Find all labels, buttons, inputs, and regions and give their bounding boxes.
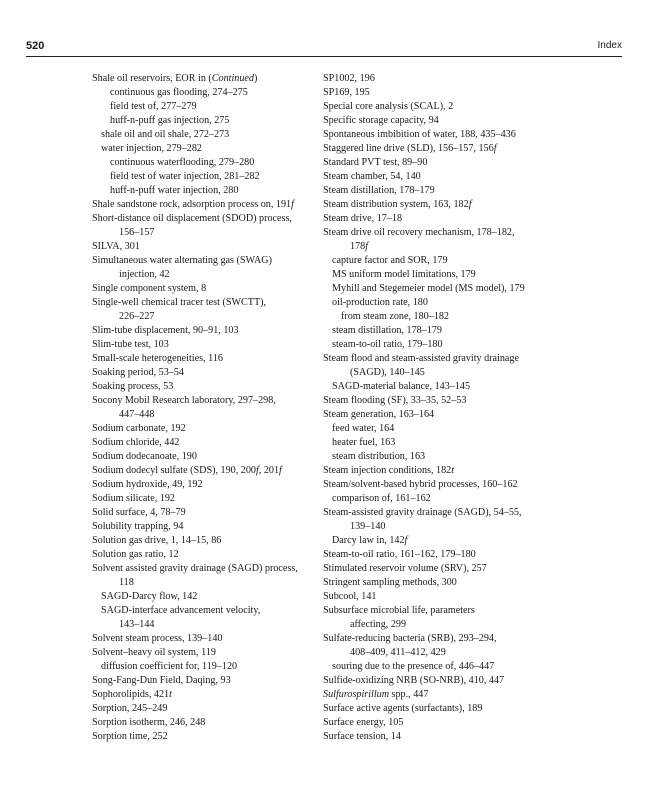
index-entry-text: Sodium dodecyl sulfate (SDS), 190, 200 [92,465,256,476]
index-entry [92,520,312,534]
index-entry [323,170,555,184]
index-entry-italic: f [255,465,259,476]
index-entry-text: Solvent steam process, 139–140 [92,633,223,644]
index-entry-italic: f [493,143,497,154]
index-entry [92,324,312,338]
index-entry-text: Sodium chloride, 442 [92,437,180,448]
index-column-left [92,72,312,744]
index-entry [92,660,312,674]
index-entry-text: Stringent sampling methods, 300 [323,577,457,588]
index-entry-italic: Continued [211,73,254,84]
index-entry-text: Simultaneous water alternating gas (SWAG) [92,255,272,266]
index-entry [92,408,312,422]
index-entry-text: Sophorolipids, 421 [92,689,170,700]
index-entry-text: Steam/solvent-based hybrid processes, 160–162 [323,479,518,490]
index-entry-text: SP169, 195 [323,87,370,98]
index-entry-text: Soaking process, 53 [92,381,174,392]
index-entry [92,548,312,562]
index-entry-text: Steam injection conditions, 182 [323,465,452,476]
index-entry [92,534,312,548]
index-entry-text: 226–227 [119,311,155,322]
index-entry-text: Steam distillation, 178–179 [323,185,435,196]
index-entry-italic: f [279,465,282,476]
index-entry-text: Steam generation, 163–164 [323,409,435,420]
index-entry-text: 178 [350,241,366,252]
index-entry-text: Special core analysis (SCAL), 2 [323,101,454,112]
index-entry-italic: f [404,535,408,546]
index-entry [323,478,555,492]
index-entry-text: Sodium dodecanoate, 190 [92,451,197,462]
index-entry [92,338,312,352]
index-entry [323,506,555,520]
index-entry-text: SILVA, 301 [92,241,140,252]
index-entry [323,548,555,562]
index-entry [323,688,555,702]
index-entry-text: continuous gas flooding, 274–275 [110,87,248,98]
index-entry [323,198,555,212]
index-entry [92,674,312,688]
index-entry-text: Sulfate-reducing bacteria (SRB), 293–294, [323,633,497,644]
index-entry [92,646,312,660]
index-entry-text: Steam drive, 17–18 [323,213,403,224]
index-entry-italic: t [451,465,455,476]
index-entry-text: Sodium hydroxide, 49, 192 [92,479,203,490]
index-entry-text: affecting, 299 [350,619,407,630]
index-entry-text: Sodium carbonate, 192 [92,423,186,434]
index-entry-text: steam-to-oil ratio, 179–180 [332,339,443,350]
index-entry [92,114,312,128]
index-entry [92,618,312,632]
index-entry-italic: Sulfurospirillum [323,689,390,700]
index-entry [92,128,312,142]
index-entry-italic: t [169,689,172,700]
index-entry [92,352,312,366]
index-entry-text: Darcy law in, 142 [332,535,405,546]
index-entry-text: huff-n-puff water injection, 280 [110,185,239,196]
page-header [26,40,622,56]
index-entry-text: injection, 42 [119,269,170,280]
index-entry [323,674,555,688]
index-entry [92,226,312,240]
index-entry [92,590,312,604]
index-entry [323,436,555,450]
index-entry [323,282,555,296]
index-entry [92,380,312,394]
index-entry-text: heater fuel, 163 [332,437,396,448]
index-entry [323,72,555,86]
index-entry [323,408,555,422]
index-entry [323,702,555,716]
index-entry-text: steam distillation, 178–179 [332,325,442,336]
index-entry-text: 139–140 [350,521,386,532]
index-entry [92,422,312,436]
index-entry [92,240,312,254]
index-entry-text: SAGD-interface advancement velocity, [101,605,261,616]
index-entry-text: Subsurface microbial life, parameters [323,605,475,616]
page-number: 520 [26,40,45,52]
index-entry [323,394,555,408]
index-entry-text: ) [253,73,258,84]
index-entry-text: Surface energy, 105 [323,717,404,728]
index-entry-text: Steam-to-oil ratio, 161–162, 179–180 [323,549,476,560]
index-entry-text: Myhill and Stegemeier model (MS model), 179 [332,283,525,294]
index-entry-text: Single component system, 8 [92,283,207,294]
index-entry-text: 156–157 [119,227,155,238]
index-entry-text: huff-n-puff gas injection, 275 [110,115,230,126]
index-entry [92,310,312,324]
index-entry [323,296,555,310]
index-entry [323,590,555,604]
index-entry [323,240,555,254]
index-entry [92,450,312,464]
index-entry-text: Solvent assisted gravity drainage (SAGD) process, [92,563,298,574]
index-entry-text: oil-production rate, 180 [332,297,428,308]
index-entry-text: Sodium silicate, 192 [92,493,175,504]
index-entry [92,170,312,184]
index-entry [323,324,555,338]
index-entry [323,660,555,674]
index-entry [92,632,312,646]
index-entry [323,142,555,156]
index-entry-text: Sulfide-oxidizing NRB (SO-NRB), 410, 447 [323,675,505,686]
index-entry-text: Standard PVT test, 89–90 [323,157,428,168]
index-entry [92,86,312,100]
index-entry [92,604,312,618]
index-entry-text: steam distribution, 163 [332,451,426,462]
index-entry-text: feed water, 164 [332,423,395,434]
index-entry-text: Steam-assisted gravity drainage (SAGD), 54–55, [323,507,522,518]
index-entry [92,212,312,226]
index-entry-text: water injection, 279–282 [101,143,202,154]
index-entry [92,506,312,520]
index-entry-text: Steam distribution system, 163, 182 [323,199,469,210]
index-entry-text: Spontaneous imbibition of water, 188, 435–436 [323,129,516,140]
index-entry-text: Sorption isotherm, 246, 248 [92,717,206,728]
index-entry [92,156,312,170]
index-entry [323,184,555,198]
index-entry [323,618,555,632]
index-entry [92,688,312,702]
index-entry-italic: f [468,199,472,210]
index-entry [92,576,312,590]
index-entry-text: Socony Mobil Research laboratory, 297–298, [92,395,276,406]
index-entry-text: 143–144 [119,619,155,630]
index-entry [323,380,555,394]
index-entry [323,646,555,660]
index-entry-text: Slim-tube test, 103 [92,339,169,350]
header-rule [26,56,622,57]
index-entry [323,576,555,590]
index-entry [323,464,555,478]
index-entry [92,464,312,478]
index-entry-text: SP1002, 196 [323,73,375,84]
index-entry [323,86,555,100]
index-entry-text: Shale sandstone rock, adsorption process on, 191 [92,199,292,210]
index-entry-text: Song-Fang-Dun Field, Daqing, 93 [92,675,231,686]
index-entry [323,128,555,142]
index-entry-text: field test of water injection, 281–282 [110,171,260,182]
index-entry [323,422,555,436]
index-entry-text: Sorption time, 252 [92,731,168,742]
index-entry [323,604,555,618]
index-entry-text: souring due to the presence of, 446–447 [332,661,495,672]
index-column-right [323,72,555,744]
index-entry-text: Sorption, 245–249 [92,703,168,714]
index-entry-text: Solvent–heavy oil system, 119 [92,647,216,658]
index-entry-text: Solution gas ratio, 12 [92,549,179,560]
index-entry [92,268,312,282]
index-entry [92,492,312,506]
index-entry-text: Shale oil reservoirs, EOR in ( [92,73,212,84]
index-entry-text: spp., 447 [389,689,429,700]
index-entry-text: 447–448 [119,409,155,420]
index-entry [323,100,555,114]
index-entry-text: Stimulated reservoir volume (SRV), 257 [323,563,487,574]
index-entry-text: Soaking period, 53–54 [92,367,184,378]
index-entry [323,268,555,282]
index-entry [92,394,312,408]
index-entry [92,730,312,744]
index-entry-text: Solubility trapping, 94 [92,521,184,532]
index-entry-text: Steam flood and steam-assisted gravity drainage [323,353,519,364]
index-entry [92,72,312,86]
index-entry-text: SAGD-material balance, 143–145 [332,381,471,392]
index-entry-text: Steam drive oil recovery mechanism, 178–182, [323,227,515,238]
index-entry-text: (SAGD), 140–145 [350,367,425,378]
index-entry-text: , 201 [258,465,280,476]
index-entry-text: Specific storage capacity, 94 [323,115,439,126]
index-entry-text: MS uniform model limitations, 179 [332,269,476,280]
index-entry-italic: f [365,241,369,252]
index-entry [92,184,312,198]
index-entry [92,296,312,310]
index-entry [323,366,555,380]
index-entry [92,366,312,380]
index-entry [323,492,555,506]
index-entry-text: Single-well chemical tracer test (SWCTT), [92,297,267,308]
index-entry [92,198,312,212]
index-entry [323,338,555,352]
index-entry-text: from steam zone, 180–182 [341,311,449,322]
index-entry-text: Solid surface, 4, 78–79 [92,507,186,518]
index-entry-text: field test of, 277–279 [110,101,197,112]
index-entry-text: capture factor and SOR, 179 [332,255,448,266]
index-entry-text: Small-scale heterogeneities, 116 [92,353,223,364]
index-entry [92,100,312,114]
index-entry [92,716,312,730]
index-entry [92,142,312,156]
index-entry [323,212,555,226]
index-entry [323,534,555,548]
index-entry-text: Short-distance oil displacement (SDOD) process, [92,213,292,224]
index-entry-text: Staggered line drive (SLD), 156–157, 156 [323,143,494,154]
index-entry [323,716,555,730]
index-entry-text: Subcool, 141 [323,591,377,602]
index-entry-text: Surface active agents (surfactants), 189 [323,703,483,714]
index-entry-text: 118 [119,577,134,588]
index-entry [323,520,555,534]
index-entry [92,702,312,716]
index-entry [92,282,312,296]
index-entry [92,254,312,268]
index-entry [323,450,555,464]
index-entry [92,436,312,450]
index-entry [323,226,555,240]
index-entry [323,114,555,128]
index-entry [323,562,555,576]
index-entry-text: 408–409, 411–412, 429 [350,647,446,658]
running-head: Index [597,40,622,51]
index-entry-text: diffusion coefficient for, 119–120 [101,661,238,672]
index-entry-text: comparison of, 161–162 [332,493,431,504]
index-entry-text: Solution gas drive, 1, 14–15, 86 [92,535,222,546]
index-entry [323,156,555,170]
index-entry [92,478,312,492]
index-entry [323,352,555,366]
index-entry-text: SAGD-Darcy flow, 142 [101,591,198,602]
index-entry-italic: f [291,199,294,210]
index-entry-text: Steam flooding (SF), 33–35, 52–53 [323,395,467,406]
index-entry-text: Surface tension, 14 [323,731,401,742]
index-entry [323,254,555,268]
index-entry-text: shale oil and oil shale, 272–273 [101,129,230,140]
index-entry [323,730,555,744]
index-entry-text: Steam chamber, 54, 140 [323,171,421,182]
index-entry-text: continuous waterflooding, 279–280 [110,157,255,168]
index-entry [92,562,312,576]
index-entry [323,632,555,646]
index-entry [323,310,555,324]
index-entry-text: Slim-tube displacement, 90–91, 103 [92,325,239,336]
